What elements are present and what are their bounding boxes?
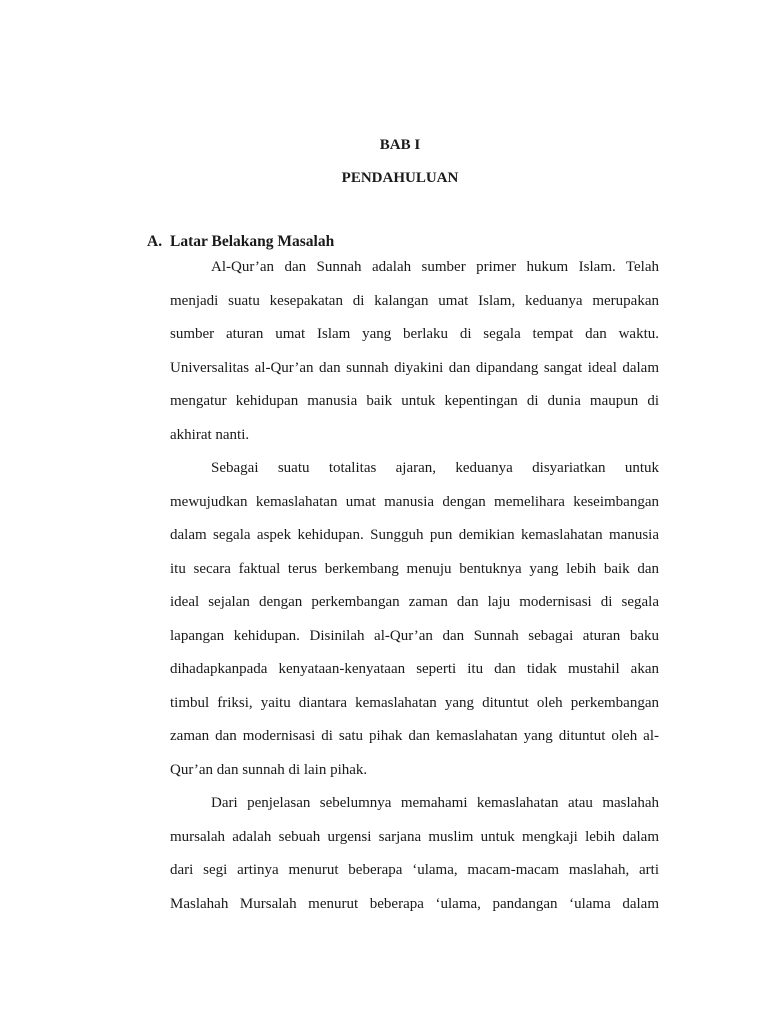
- section-heading: [147, 233, 334, 251]
- text-line: Universalitas al-Qur’an dan sunnah diyakini dan dipandang sangat ideal dalam: [170, 359, 659, 376]
- text-line: Qur’an dan sunnah di lain pihak.: [170, 761, 368, 778]
- text-line: lapangan kehidupan. Disinilah al-Qur’an dan Sunnah sebagai aturan baku: [170, 627, 659, 644]
- paragraph: [170, 458, 659, 793]
- text-line: dari segi artinya menurut beberapa ‘ulama, macam-macam maslahah, arti: [170, 862, 659, 878]
- text-line: itu secara faktual terus berkembang menuju bentuknya yang lebih baik dan: [170, 560, 659, 577]
- chapter-number: BAB I: [379, 137, 421, 153]
- text-line: Dari penjelasan sebelumnya memahami kemaslahatan atau maslahah: [211, 795, 659, 811]
- text-line: mursalah adalah sebuah urgensi sarjana muslim untuk mengkaji lebih dalam: [170, 828, 659, 845]
- text-line: ideal sejalan dengan perkembangan zaman dan laju modernisasi di segala: [170, 594, 659, 610]
- paragraph: [170, 257, 659, 458]
- text-line: dalam segala aspek kehidupan. Sungguh pun demikian kemaslahatan manusia: [170, 527, 659, 543]
- text-line: mengatur kehidupan manusia baik untuk kepentingan di dunia maupun di: [170, 393, 659, 409]
- document-body: [170, 257, 659, 927]
- paragraph: [170, 793, 659, 927]
- text-line: Al-Qur’an dan Sunnah adalah sumber primer hukum Islam. Telah: [211, 259, 659, 275]
- text-line: Sebagai suatu totalitas ajaran, keduanya disyariatkan untuk: [211, 460, 659, 476]
- text-line: akhirat nanti.: [170, 426, 250, 443]
- text-line: dihadapkanpada kenyataan-kenyataan seperti itu dan tidak mustahil akan: [170, 661, 659, 677]
- text-line: menjadi suatu kesepakatan di kalangan umat Islam, keduanya merupakan: [170, 292, 659, 309]
- text-line: timbul friksi, yaitu diantara kemaslahatan yang dituntut oleh perkembangan: [170, 694, 659, 711]
- section-title: Latar Belakang Masalah: [170, 233, 335, 250]
- section-label: A.: [147, 233, 163, 250]
- text-line: Maslahah Mursalah menurut beberapa ‘ulama, pandangan ‘ulama dalam: [170, 895, 659, 912]
- text-line: mewujudkan kemaslahatan umat manusia dengan memelihara keseimbangan: [170, 493, 659, 510]
- chapter-title: PENDAHULUAN: [341, 170, 459, 186]
- text-line: sumber aturan umat Islam yang berlaku di segala tempat dan waktu.: [170, 326, 659, 342]
- text-line: zaman dan modernisasi di satu pihak dan kemaslahatan yang dituntut oleh al-: [170, 728, 659, 744]
